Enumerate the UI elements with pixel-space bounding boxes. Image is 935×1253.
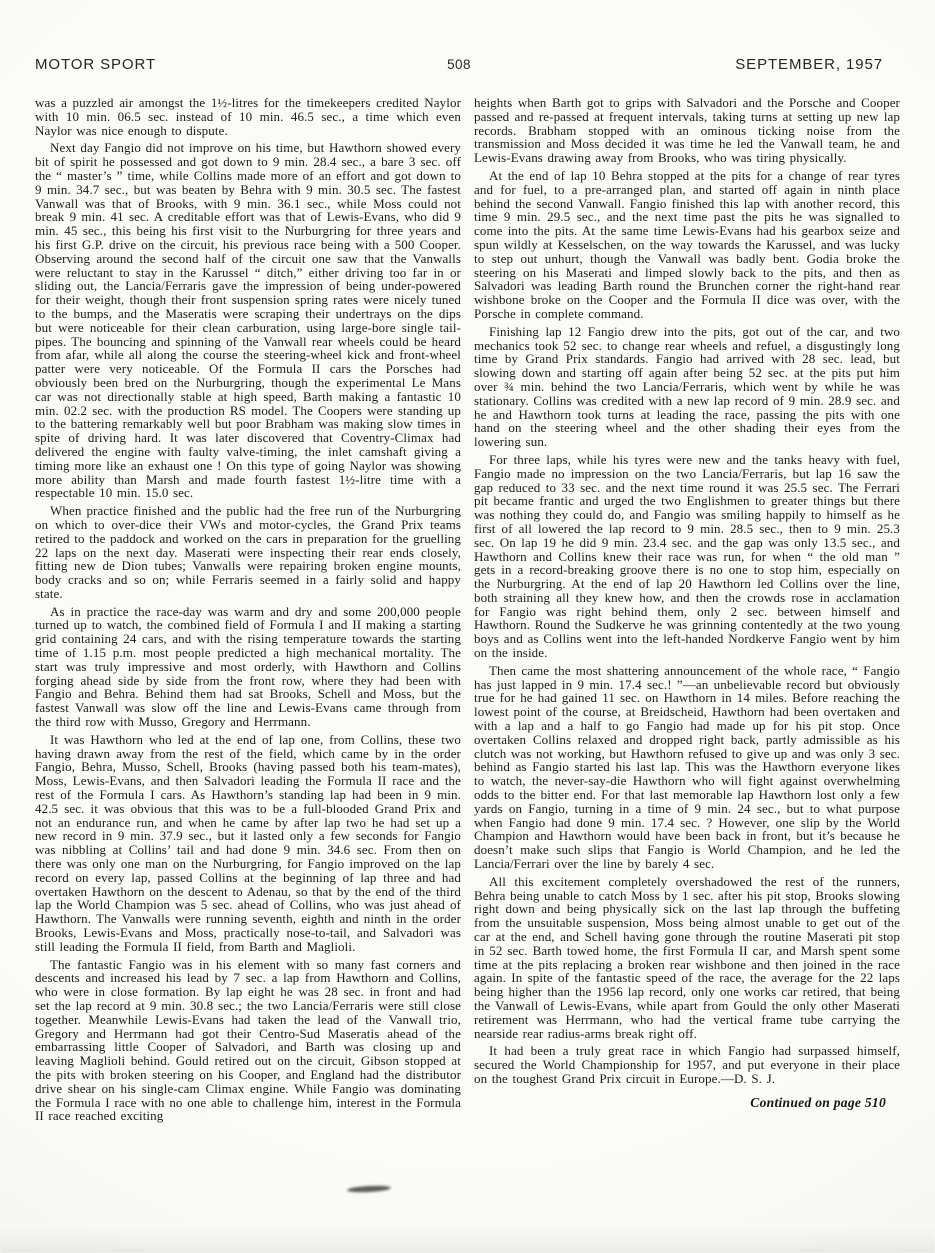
paragraph: At the end of lap 10 Behra stopped at the pits for a change of rear tyres and for fuel, to a pre-arranged plan, and started off again in ninth place behind the second Vanwall. Fangio finished this lap with another record, this time 9 min. 29.5 sec., and the next time past the pits he was signalled to come into the pits. At the same time Lewis-Evans had his gearbox seize and spun wildly at Kesselschen, on the way towards the Karussel, and was lucky to step out unhurt, though the Vanwall was badly bent. Godia broke the steering on his Maserati and limped slowly back to the pits, and then as Salvadori was leading Barth round the Brunchen corner the right-hand rear wishbone broke on the Cooper and the Formula II dice was over, with the Porsche in complete command.: [474, 167, 900, 321]
paragraph: Next day Fangio did not improve on his time, but Hawthorn showed every bit of spirit he possessed and got down to 9 min. 28.4 sec., a bare 3 sec. off the “ master’s ” time, while Collins made more of an effort and got down to 9 min. 34.7 sec., but was beaten by Behra with 9 min. 30.5 sec. The fastest Vanwall was that of Brooks, with 9 min. 36.1 sec., while Moss could not break 9 min. 41 sec. A creditable effort was that of Lewis-Evans, who did 9 min. 45 sec., this being his first visit to the Nurburgring for three years and his first G.P. drive on the circuit, his previous race being with a 500 Cooper. Observing around the second half of the circuit one saw that the Vanwalls were reluctant to stay in the Karussel “ ditch,” either driving too far in or sliding out, the Lancia/Ferraris gave the impression of being under-powered for their weight, though their front suspension spring rates were nicely tuned to the bumps, and the Maseratis were scraping their undertrays on the dips but were noticeable for their clean carburation, using large-bore single tail-pipes. The bouncing and spinning of the Vanwall rear wheels could be heard from afar, while all along the course the steering-wheel kick and front-wheel patter were very noticeable. Of the Formula II cars the Porsches had obviously been bred on the Nurburgring, though the experimental Le Mans car was not directionally stable at high speed, Barth making a fantastic 10 min. 02.2 sec. with the production RS model. The Coopers were standing up to the battering remarkably well but poor Brabham was making slow times in spite of driving hard. It was later discovered that Coventry-Climax had delivered the engine with faulty valve-timing, the inlet camshaft giving a timing more like an exhaust one ! On this type of going Naylor was showing more ability than Marsh and made fourth fastest 1½-litre time with a respectable 10 min. 15.0 sec.: [35, 140, 461, 501]
continued-notice: Continued on page 510: [750, 1094, 886, 1110]
paragraph: Then came the most shattering announcement of the whole race, “ Fangio has just lapped in 9 min. 17.4 sec.! ”—an unbelievable record but obviously true for he had gained 11 sec. on Hawthorn in 14 miles. Before reaching the lowest point of the course, at Breidscheid, Hawthorn had been overtaken and with a lap and a half to go Fangio had made up for his pit stop. Once overtaken Collins relaxed and dropped right back, partly admissible as his clutch was not working, but Hawthorn refused to give up and was only 3 sec. behind as Fangio started his last lap. This was the Hawthorn everyone likes to watch, the never-say-die Hawthorn who will fight against overwhelming odds to the bitter end. For that last memorable lap Hawthorn lost only a few yards on Fangio, turning in a time of 9 min. 24 sec., but to what purpose when Fangio had done 9 min. 17.4 sec. ? However, one slip by the World Champion and Hawthorn would have been back in front, but it’s because he doesn’t make such slips that Fangio is World Champion, and he led the Lancia/Ferrari over the line by barely 4 sec.: [474, 662, 900, 872]
paragraph: As in practice the race-day was warm and dry and some 200,000 people turned up to watch, the combined field of Formula I and II making a starting grid containing 24 cars, and with the rising temperature towards the starting time of 1.15 p.m. most people predicted a high mechanical mortality. The start was truly impressive and most orderly, with Hawthorn and Collins forging ahead side by side from the front row, where they had been with Fangio and Behra. Behind them had sat Brooks, Schell and Moss, but the fastest Vanwall was slow off the line and Lewis-Evans came through from the third row with Musso, Gregory and Herrmann.: [35, 603, 461, 730]
ink-smudge: [347, 1185, 391, 1193]
left-column: [35, 96, 461, 1127]
article-body: [35, 96, 900, 1127]
right-column-paragraphs: [474, 96, 900, 1086]
page-header: [35, 56, 883, 73]
magazine-title: MOTOR SPORT: [35, 56, 157, 73]
paragraph: When practice finished and the public had the free run of the Nurburgring on which to over-dice their VWs and motor-cycles, the Grand Prix teams retired to the paddock and worked on the cars in preparation for the gruelling 22 laps on the next day. Maserati were inspecting their rear ends closely, fitting new de Dion tubes; Vanwalls were repairing broken engine mounts, body cracks and so on; while Ferraris seemed in a fairly solid and happy state.: [35, 503, 461, 601]
paragraph: It had been a truly great race in which Fangio had surpassed himself, secured the World Championship for 1957, and put everyone in their place on the toughest Grand Prix circuit in Europe.—D. S. J.: [474, 1043, 900, 1086]
paragraph: It was Hawthorn who led at the end of lap one, from Collins, these two having drawn away from the rest of the field, which came by in the order Fangio, Behra, Musso, Schell, Brooks (having passed both his team-mates), Moss, Lewis-Evans, and then Salvadori leading the Formula II race and the rest of the Formula I cars. As Hawthorn’s standing lap had been in 9 min. 42.5 sec. it was obvious that this was to be a full-blooded Grand Prix and not an endurance run, and when he came by after lap two he had set up a new record in 9 min. 37.9 sec., but it lasted only a few seconds for Fangio was nibbling at Collins’ tail and had done 9 min. 34.6 sec. From then on there was only one man on the Nurburgring, for Fangio improved on the lap record on every lap, passed Collins at the beginning of lap three and had overtaken Hawthorn on the descent to Adenau, so that by the end of the third lap the World Champion was 5 sec. ahead of Collins, who was just ahead of Hawthorn. The Vanwalls were running seventh, eighth and ninth in the order Brooks, Lewis-Evans and Moss, practically nose-to-tail, and Salvadori was still leading the Formula II field, from Barth and Maglioli.: [35, 731, 461, 954]
paragraph: was a puzzled air amongst the 1½-litres for the timekeepers credited Naylor with 10 min. 06.5 sec. instead of 10 min. 46.5 sec., a time which even Naylor was nice enough to dispute.: [35, 95, 461, 138]
issue-date: SEPTEMBER, 1957: [735, 56, 884, 73]
paragraph: heights when Barth got to grips with Salvadori and the Porsche and Cooper passed and re-passed at frequent intervals, taking turns at setting up new lap records. Brabham stopped with an ominous ticking noise from the transmission and Moss decided it was time he led the Vanwall team, he and Lewis-Evans drawing away from Brooks, who was tiring physically.: [474, 95, 900, 166]
paragraph: For three laps, while his tyres were new and the tanks heavy with fuel, Fangio made no impression on the two Lancia/Ferraris, but lap 16 saw the gap reduced to 33 sec. and the next time round it was 25.5 sec. The Ferrari pit became frantic and urged the two Englishmen to greater things but there was nothing they could do, and Fangio was smiling happily to himself as he first of all lowered the lap record to 9 min. 28.5 sec., then to 9 min. 25.3 sec. On lap 19 he did 9 min. 23.4 sec. and the gap was only 13.5 sec., and Hawthorn and Collins knew their race was run, for when “ the old man ” gets in a record-breaking groove there is no one to stop him, especially on the Nurburgring. At the end of lap 20 Hawthorn led Collins over the line, both straining all they knew how, and then the crowds rose in acclamation for Fangio was right behind them, only 2 sec. between himself and Hawthorn. Round the Sudkerve he was grinning contentedly at the two young boys and as Collins went into the left-handed Nordkerve Fangio went by him on the inside.: [474, 451, 900, 661]
paragraph: Finishing lap 12 Fangio drew into the pits, got out of the car, and two mechanics took 52 sec. to change rear wheels and refuel, a disgustingly long time by Grand Prix standards. Fangio had arrived with 28 sec. lead, but slowing down and starting off again after being 52 sec. at the pits put him over ¾ min. behind the two Lancia/Ferraris, which went by while he was stationary. Collins was credited with a new lap record of 9 min. 28.9 sec. and he and Hawthorn took turns at leading the race, passing the pits with one hand on the steering wheel and the other shading their eyes from the lowering sun.: [474, 323, 900, 450]
page-number: 508: [447, 57, 471, 72]
right-column: [474, 96, 900, 1127]
scan-artifact: [0, 1227, 935, 1253]
paragraph: All this excitement completely overshadowed the rest of the runners, Behra being unable to catch Moss by 1 sec. after his pit stop, Brooks slowing right down and being physically sick on the last lap through the buffeting from the unsuitable suspension, Moss being almost unable to get out of the car at the end, and Schell having gone through the routine Maserati pit stop in 52 sec. Barth towed home, the first Formula II car, and Marsh spent some time at the pits replacing a broken rear wishbone and then joined in the race again. In spite of the fantastic speed of the race, the average for the 22 laps being higher than the 1956 lap record, only one works car retired, that being the Vanwall of Lewis-Evans, while apart from Gould the only other Maserati retirement was Herrmann, who had the vertical frame tube carrying the nearside rear radius-arms break right off.: [474, 873, 900, 1041]
paragraph: The fantastic Fangio was in his element with so many fast corners and descents and increased his lead by 7 sec. a lap from Hawthorn and Collins, who were in close formation. By lap eight he was 28 sec. in front and had set the lap record at 9 min. 30.8 sec.; the two Lancia/Ferraris were still close together. Meanwhile Lewis-Evans had taken the lead of the Vanwall trio, Gregory and Herrmann had got their Centro-Sud Maseratis ahead of the embarrassing little Cooper of Salvadori, and Barth was closing up and leaving Maglioli behind. Gould retired out on the circuit, Gibson stopped at the pits with broken steering on his Cooper, and England had the distributor drive shear on his single-cam Climax engine. While Fangio was dominating the Formula I race with no one able to challenge him, interest in the Formula II race reached exciting: [35, 956, 461, 1124]
